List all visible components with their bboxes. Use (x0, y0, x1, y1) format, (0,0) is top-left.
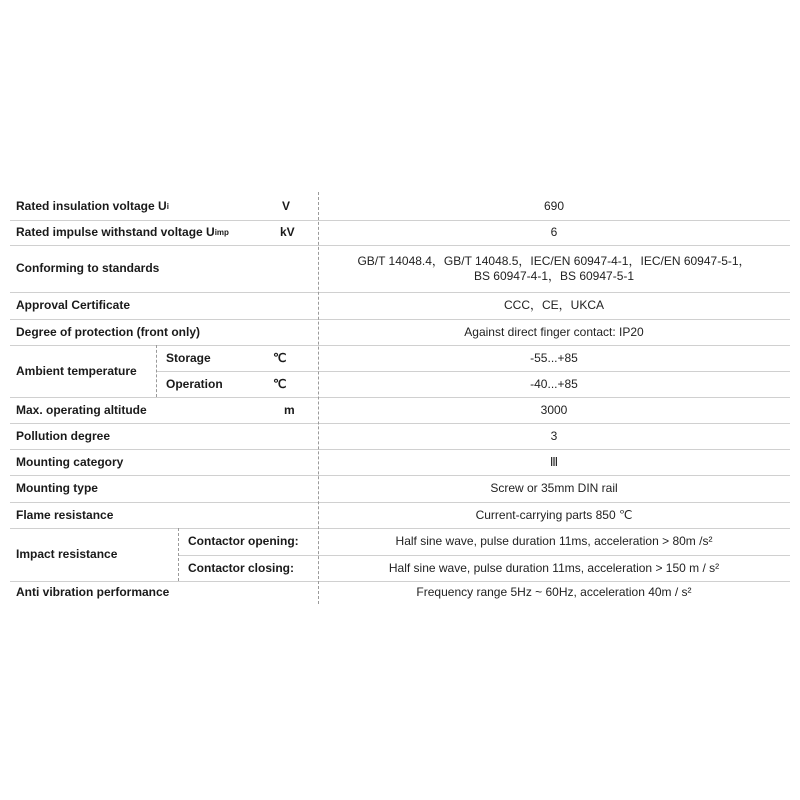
storage-label: Storage (166, 350, 211, 365)
standards-label: Conforming to standards (16, 261, 160, 275)
flame-resistance-label: Flame resistance (16, 507, 114, 522)
pollution-value: 3 (550, 428, 558, 443)
label-text: Rated insulation voltage U (16, 198, 167, 213)
impulse-voltage-unit: kV (280, 225, 295, 239)
storage-value: -55...+85 (530, 350, 578, 365)
contactor-closing-value: Half sine wave, pulse duration 11ms, acceleration > 150 m / s² (388, 560, 720, 575)
operation-unit: ℃ (273, 376, 287, 391)
label-text: Rated impulse withstand voltage U (16, 225, 215, 239)
certificate-label: Approval Certificate (16, 298, 131, 312)
column-divider (178, 528, 179, 581)
column-divider (156, 345, 157, 397)
anti-vibration-label: Anti vibration performance (16, 585, 170, 599)
protection-value: Against direct finger contact: IP20 (464, 324, 644, 339)
altitude-unit: m (284, 402, 295, 417)
flame-resistance-value: Current-carrying parts 850 ℃ (475, 507, 633, 522)
spec-table (10, 192, 790, 604)
impulse-voltage-value: 6 (550, 225, 558, 239)
impulse-voltage-label (16, 220, 229, 245)
altitude-label: Max. operating altitude (16, 402, 147, 417)
standards-line-2: BS 60947-4-1，BS 60947-5-1 (473, 268, 635, 283)
mounting-type-value: Screw or 35mm DIN rail (490, 481, 618, 495)
standards-value (318, 245, 790, 292)
contactor-opening-value: Half sine wave, pulse duration 11ms, acceleration > 80m /s² (395, 534, 713, 548)
operation-label: Operation (166, 376, 223, 391)
label-subscript: imp (214, 228, 229, 237)
insulation-voltage-value: 690 (543, 198, 565, 213)
impact-resistance-label: Impact resistance (16, 547, 118, 561)
altitude-value: 3000 (540, 402, 568, 417)
certificate-value: CCC，CE，UKCA (503, 298, 604, 312)
label-subscript: i (166, 201, 169, 211)
storage-unit: ℃ (273, 350, 287, 365)
contactor-closing-label: Contactor closing: (188, 560, 295, 575)
insulation-voltage-label (16, 192, 169, 220)
pollution-label: Pollution degree (16, 428, 111, 443)
protection-label: Degree of protection (front only) (16, 324, 200, 339)
mounting-category-value: Ⅲ (549, 454, 559, 469)
mounting-category-label: Mounting category (16, 454, 124, 469)
anti-vibration-value: Frequency range 5Hz ~ 60Hz, acceleration 40m / s² (416, 585, 692, 599)
ambient-temperature-label: Ambient temperature (16, 363, 137, 378)
operation-value: -40...+85 (530, 376, 578, 391)
mounting-type-label: Mounting type (16, 481, 98, 495)
insulation-voltage-unit: V (282, 198, 291, 213)
contactor-opening-label: Contactor opening: (188, 534, 299, 548)
standards-line-1: GB/T 14048.4，GB/T 14048.5，IEC/EN 60947-4-1，IEC/EN 60947-5-1， (357, 253, 751, 268)
